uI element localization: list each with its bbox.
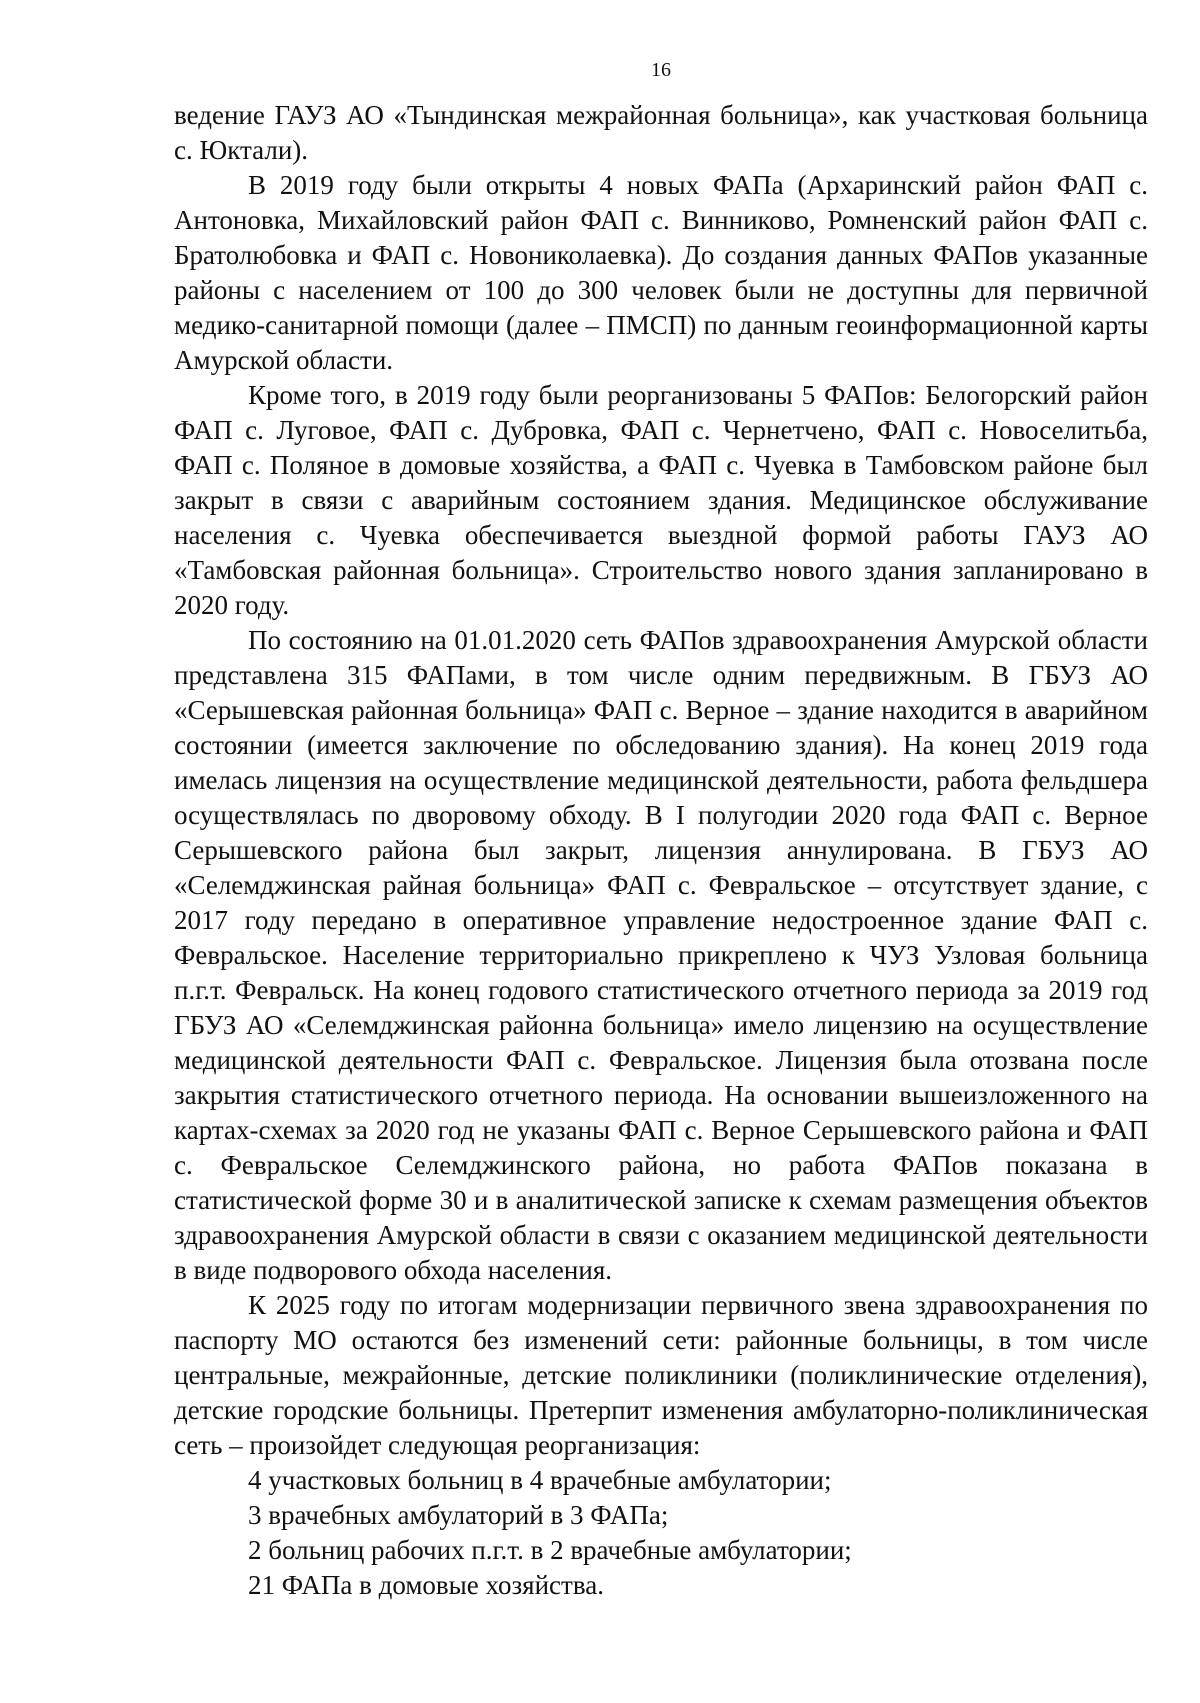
list-item: 21 ФАПа в домовые хозяйства.	[248, 1570, 604, 1600]
paragraph-fap-network-2020: По состоянию на 01.01.2020 сеть ФАПов здравоохранения Амурской области представлена 315 ФАПами, в том числе одним передвижным. В ГБУЗ АО «Серышевская районная больница» ФАП с. Верное – здание находится в аварийном состоянии (имеется заключение по обследованию здания). На конец 2019 года имелась лицензия на осуществление медицинской деятельности, работа фельдшера осуществлялась по дворовому обходу. В I полугодии 2020 года ФАП с. Верное Серышевского района был закрыт, лицензия аннулирована. В ГБУЗ АО «Селемджинская райная больница» ФАП с. Февральское – отсутствует здание, с 2017 году передано в оперативное управление недостроенное здание ФАП с. Февральское. Население территориально прикреплено к ЧУЗ Узловая больница п.г.т. Февральск. На конец годового статистического отчетного периода за 2019 год ГБУЗ АО «Селемджинская районна больница» имело лицензию на осуществление медицинской деятельности ФАП с. Февральское. Лицензия была отозвана после закрытия статистического отчетного периода. На основании вышеизложенного на картах-схемах за 2020 год не указаны ФАП с. Верное Серышевского района и ФАП с. Февральское Селемджинского района, но работа ФАПов показана в статистической форме 30 и в аналитической записке к схемам размещения объектов здравоохранения Амурской области в связи с оказанием медицинской деятельности в виде подворового обхода населения.	[174, 625, 1148, 1285]
list-item: 2 больниц рабочих п.г.т. в 2 врачебные амбулатории;	[248, 1535, 852, 1565]
paragraph-continuation: ведение ГАУЗ АО «Тындинская межрайонная больница», как участковая больница с. Юктали).	[174, 100, 1148, 165]
page-number: 16	[651, 59, 671, 81]
paragraph-modernization-2025: К 2025 году по итогам модернизации первичного звена здравоохранения по паспорту МО остаются без изменений сети: районные больницы, в том числе центральные, межрайонные, детские поликлиники (поликлинические отделения), детские городские больницы. Претерпит изменения амбулаторно-поликлиническая сеть – произойдет следующая реорганизация:	[174, 1290, 1148, 1460]
list-item: 4 участковых больниц в 4 врачебные амбулатории;	[248, 1465, 832, 1495]
paragraph-new-fap-2019: В 2019 году были открыты 4 новых ФАПа (Архаринский район ФАП с. Антоновка, Михайловский район ФАП с. Винниково, Ромненский район ФАП с. Братолюбовка и ФАП с. Новониколаевка). До создания данных ФАПов указанные районы с населением от 100 до 300 человек были не доступны для первичной медико-санитарной помощи (далее – ПМСП) по данным геоинформационной карты Амурской области.	[174, 170, 1148, 375]
list-item: 3 врачебных амбулаторий в 3 ФАПа;	[248, 1500, 669, 1530]
paragraph-reorganized-fap-2019: Кроме того, в 2019 году были реорганизованы 5 ФАПов: Белогорский район ФАП с. Луговое, ФАП с. Дубровка, ФАП с. Чернетчено, ФАП с. Новоселитьба, ФАП с. Поляное в домовые хозяйства, а ФАП с. Чуевка в Тамбовском районе был закрыт в связи с аварийным состоянием здания. Медицинское обслуживание населения с. Чуевка обеспечивается выездной формой работы ГАУЗ АО «Тамбовская районная больница». Строительство нового здания запланировано в 2020 году.	[174, 380, 1148, 620]
document-body	[174, 98, 1148, 1603]
